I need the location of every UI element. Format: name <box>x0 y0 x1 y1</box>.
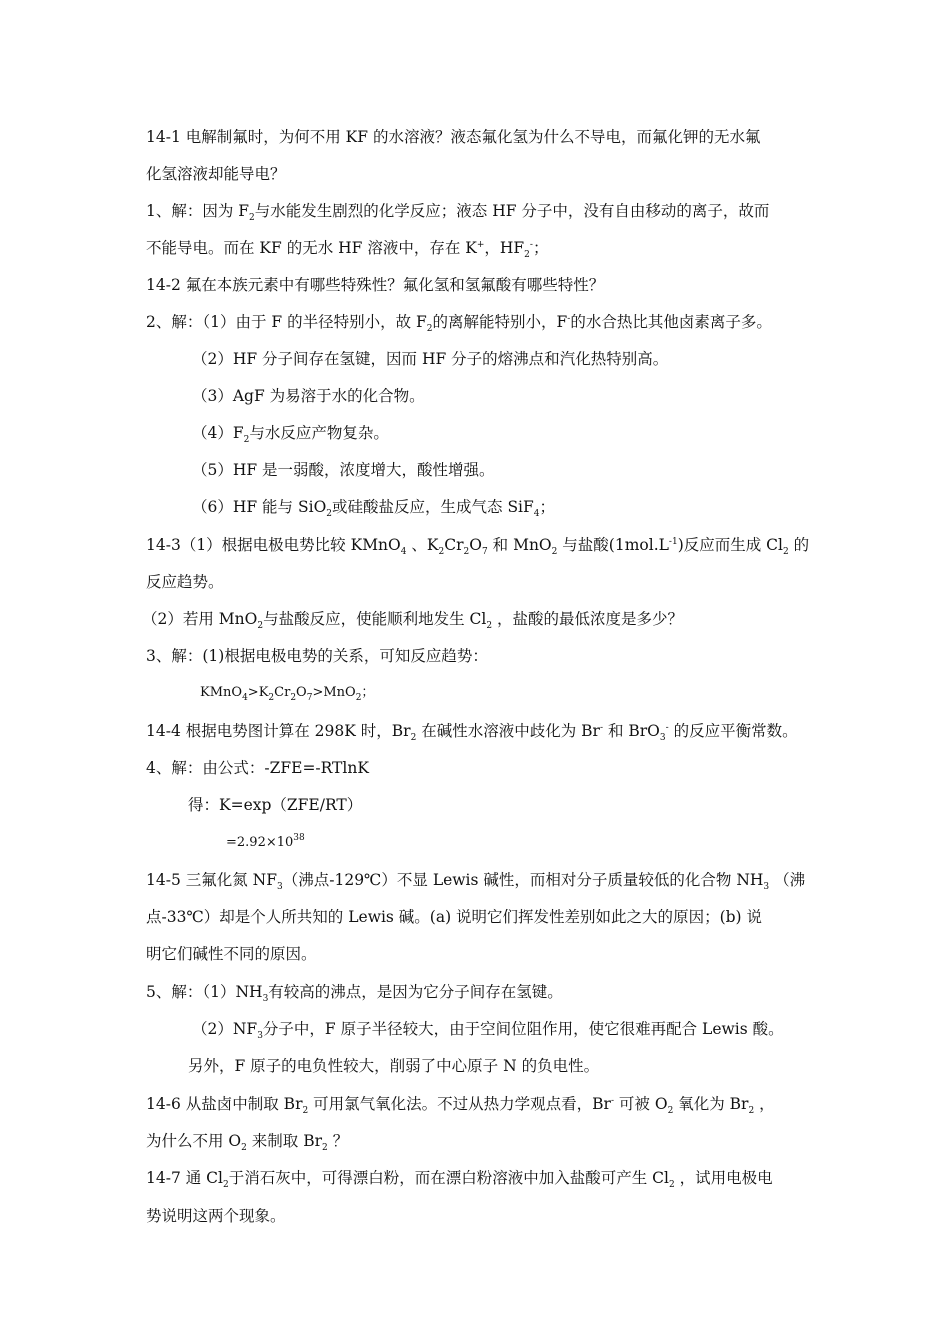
question-14-5-line-3: 明它们碱性不同的原因。 <box>146 945 317 963</box>
question-14-2: 14-2 氟在本族元素中有哪些特殊性？氟化氢和氢氟酸有哪些特性？ <box>146 276 605 294</box>
answer-2-item-3: （3）AgF 为易溶于水的化合物。 <box>192 387 425 405</box>
question-14-6-line-2: 为什么不用 $O_2$ 来制取 $Br_2$ ？ <box>146 1132 349 1153</box>
answer-4-line-1: 4、解：由公式：-ZFE=-RTlnK <box>146 759 369 777</box>
answer-3-line-2: $KMnO_4>K_2Cr_2O_7>MnO_2$； <box>200 685 375 703</box>
answer-5-line-2: $(2)NF_3$分子中，F 原子半径较大，由于空间位阻作用，使它很难再配合 Lewis 酸。 <box>192 1020 784 1041</box>
answer-4-line-3: $=2.92\times 10^{38}$ <box>226 833 305 850</box>
answer-2-item-4: $(4)F_2$与水反应产物复杂。 <box>192 424 389 445</box>
answer-2-item-2: （2）HF 分子间存在氢键，因而 HF 分子的熔沸点和汽化热特别高。 <box>192 350 669 368</box>
answer-2-item-5: （5）HF 是一弱酸，浓度增大，酸性增强。 <box>192 461 495 479</box>
answer-2-item-6: （6）HF 能与 SiO$_2$或硅酸盐反应，生成气态 SiF$_4$； <box>192 498 556 519</box>
question-14-1-line-2: 化氢溶液却能导电？ <box>146 165 286 183</box>
answer-2-item-1: 2、解：（1）由于 F 的半径特别小，故 $F_2$的离解能特别小，F-的水合热比其他卤素离子多。 <box>146 313 772 334</box>
question-14-3-part-2: （2）若用 MnO$_2$与盐酸反应，使能顺利地发生 $Cl_2$ ，盐酸的最低浓度是多少？ <box>142 610 684 631</box>
question-14-3-line-2: 反应趋势。 <box>146 573 224 591</box>
answer-5-line-1: 5、解：$(1)NH_3$有较高的沸点，是因为它分子间存在氢键。 <box>146 983 563 1004</box>
answer-4-line-2: 得：K=exp（ZFE/RT） <box>188 796 363 814</box>
question-14-7-line-1: 14-7 通 $Cl_2$于消石灰中，可得漂白粉，而在漂白粉溶液中加入盐酸可产生 $Cl_2$ ，试用电极电 <box>146 1169 773 1190</box>
question-14-5-line-1: 14-5 三氟化氮 $NF_3$（沸点-129℃）不显 Lewis 碱性，而相对分子质量较低的化合物 $NH_3$ （沸 <box>146 871 806 892</box>
question-14-6-line-1: 14-6 从盐卤中制取 $Br_2$ 可用氯气氧化法。不过从热力学观点看，Br- 可被 $O_2$ 氧化为 $Br_2$ ， <box>146 1095 775 1116</box>
question-14-1-line-1: 14-1 电解制氟时，为何不用 KF 的水溶液？液态氟化氢为什么不导电，而氟化钾的无水氟 <box>146 128 761 146</box>
question-14-5-line-2: 点-33℃）却是个人所共知的 Lewis 碱。(a) 说明它们挥发性差别如此之大的原因；(b) 说 <box>146 908 763 926</box>
answer-1-line-2: 不能导电。而在 KF 的无水 HF 溶液中，存在 K+，$HF_2^-$； <box>146 239 549 260</box>
question-14-3-line-1: 14-3（1）根据电极电势比较 KMnO$_4$ 、$K_2Cr_2O_7$ 和 MnO$_2$ 与盐酸$(1mol.L^{-1})$反应而生成 $Cl_2$ 的 <box>146 536 810 557</box>
question-14-7-line-2: 势说明这两个现象。 <box>146 1207 286 1225</box>
answer-1-line-1: 1、解：因为 $F_2$与水能发生剧烈的化学反应；液态 HF 分子中，没有自由移动的离子，故而 <box>146 202 770 223</box>
question-14-4: 14-4 根据电势图计算在 298K 时，$Br_2$ 在碱性水溶液中歧化为 Br- 和 BrO$_3$- 的反应平衡常数。 <box>146 722 798 743</box>
answer-5-line-3: 另外，F 原子的电负性较大，削弱了中心原子 N 的负电性。 <box>188 1057 600 1075</box>
answer-3-line-1: 3、解：(1)根据电极电势的关系，可知反应趋势： <box>146 647 488 665</box>
